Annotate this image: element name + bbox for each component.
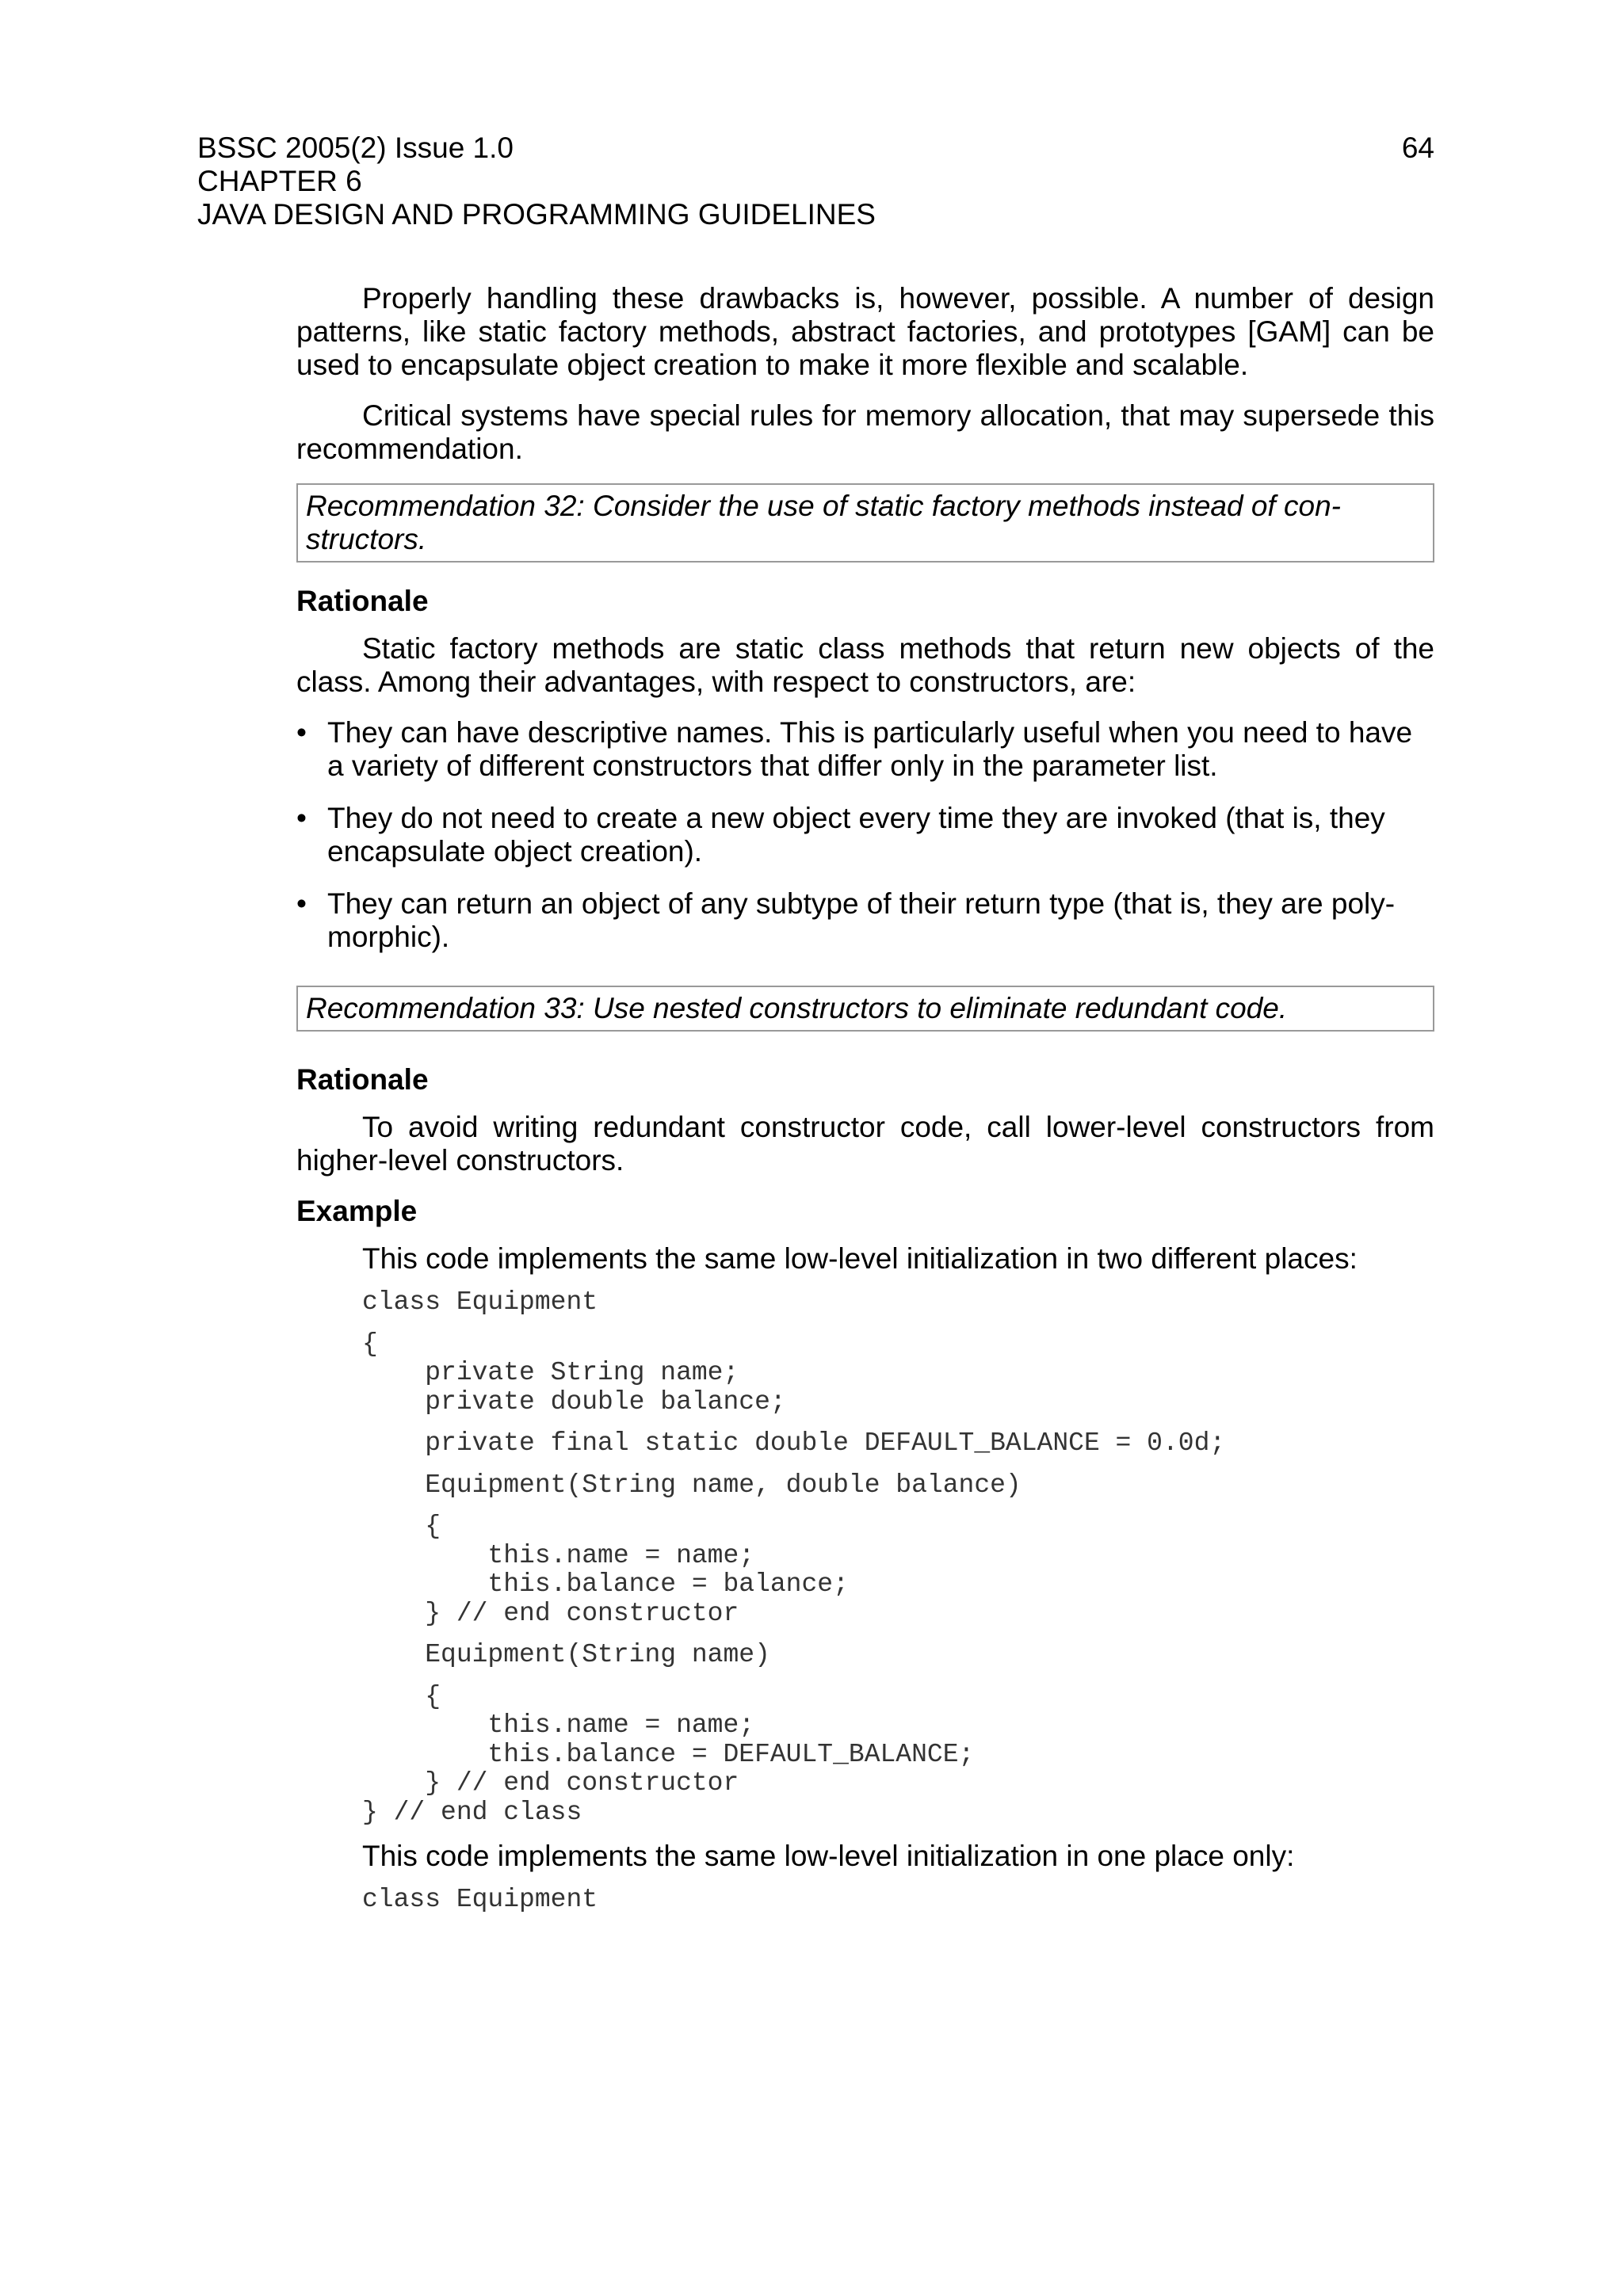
bullet-icon: •	[296, 716, 307, 749]
rationale-heading-33: Rationale	[296, 1063, 429, 1096]
list-item-text: They can return an object of any subtype of their return type (that is, they are poly-morphic).	[327, 887, 1396, 953]
chapter-label: CHAPTER 6	[197, 165, 362, 197]
example-intro-2: This code implements the same low-level initialization in one place only:	[362, 1840, 1295, 1872]
page-body	[296, 282, 1434, 1928]
rationale-heading-32: Rationale	[296, 585, 429, 617]
code-block-constant: private final static double DEFAULT_BALANCE = 0.0d;	[362, 1428, 1226, 1458]
list-item-text: They do not need to create a new object every time they are invoked (that is, they encapsulate object creation).	[327, 802, 1385, 868]
intro-paragraph-1: Properly handling these drawbacks is, however, possible. A number of design patterns, like static factory methods, abstract factories, and prototypes [GAM] can be used to encapsulate object creation to make it more flexible and scalable.	[296, 282, 1434, 381]
code-block-class-decl: class Equipment	[362, 1287, 598, 1317]
document-id: BSSC 2005(2) Issue 1.0	[197, 132, 514, 164]
page-number: 64	[1401, 132, 1434, 164]
page-header	[197, 132, 1434, 231]
code-block-constructor-signature-2: Equipment(String name)	[362, 1640, 770, 1669]
code-block-constructor-signature-1: Equipment(String name, double balance)	[362, 1470, 1022, 1500]
bullet-icon: •	[296, 802, 307, 834]
list-item	[296, 802, 1434, 868]
code-block-class-decl-2: class Equipment	[362, 1885, 598, 1914]
rationale-text-33: To avoid writing redundant constructor code, call lower-level constructors from higher-level constructors.	[296, 1111, 1434, 1177]
code-block-constructor-body-1: { this.name = name; this.balance = balance; } // end constructor	[425, 1512, 849, 1628]
code-block-constructor-body-2: { this.name = name; this.balance = DEFAULT_BALANCE; } // end constructor } // end class	[362, 1681, 975, 1827]
code-block-fields: { private String name; private double balance;	[362, 1329, 786, 1417]
bullet-icon: •	[296, 887, 307, 920]
example-heading: Example	[296, 1195, 418, 1227]
list-item	[296, 716, 1434, 783]
recommendation-33-box: Recommendation 33: Use nested constructors to eliminate redundant code.	[296, 986, 1434, 1032]
chapter-title: JAVA DESIGN AND PROGRAMMING GUIDELINES	[197, 198, 876, 231]
list-item-text: They can have descriptive names. This is particularly useful when you need to have a variety of different constructors that differ only in the parameter list.	[327, 716, 1413, 782]
intro-paragraph-2: Critical systems have special rules for memory allocation, that may supersede this recommendation.	[296, 399, 1434, 465]
list-item	[296, 887, 1434, 954]
rationale-text-32: Static factory methods are static class methods that return new objects of the class. Among their advantages, with respect to constructors, are:	[296, 632, 1434, 698]
recommendation-32-box: Recommendation 32: Consider the use of static factory methods instead of con-structors.	[296, 483, 1434, 563]
example-intro-1: This code implements the same low-level initialization in two different places:	[362, 1242, 1358, 1275]
advantages-list	[296, 716, 1434, 954]
